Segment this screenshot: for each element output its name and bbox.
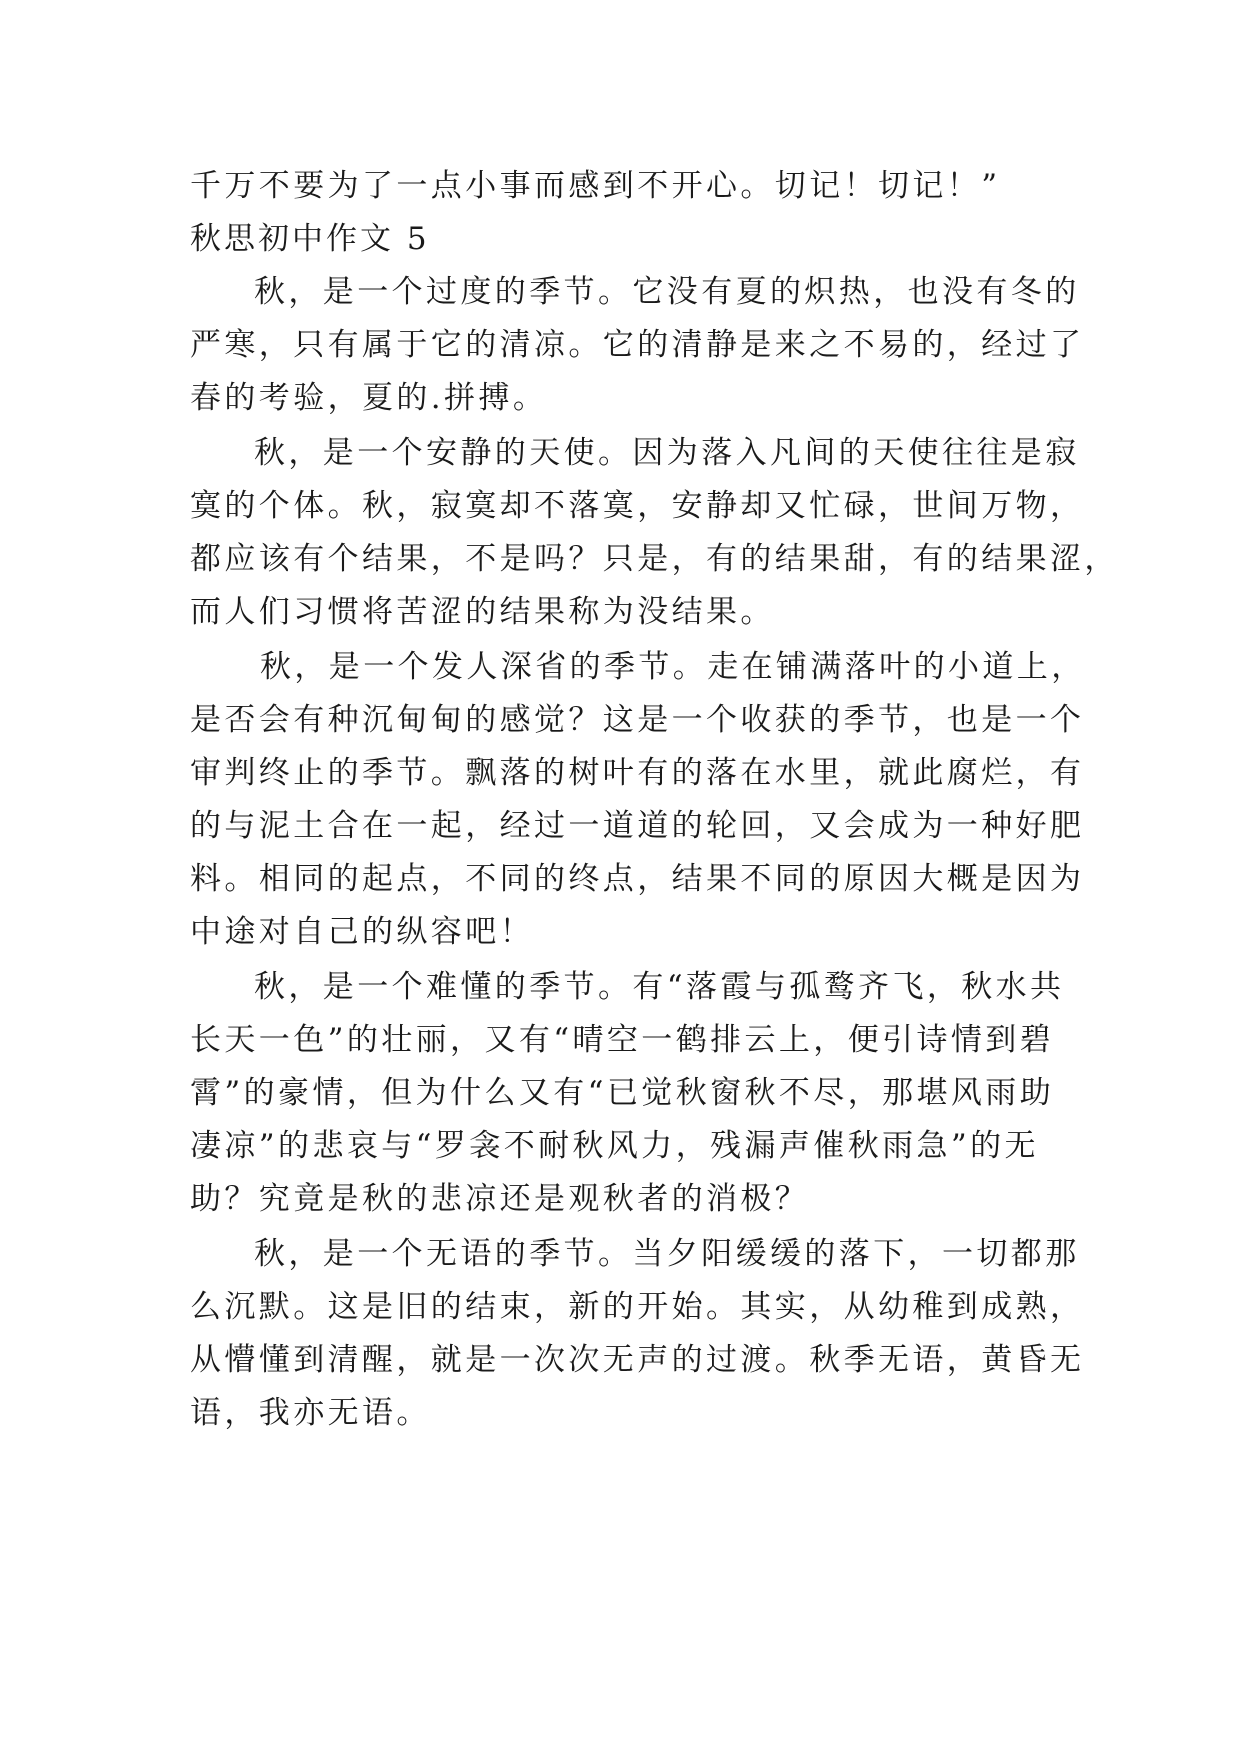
paragraph-3-line: 审判终止的季节。飘落的树叶有的落在水里，就此腐烂，有 [190, 755, 1085, 791]
paragraph-4-line: 霄”的豪情，但为什么又有“已觉秋窗秋不尽，那堪风雨助 [190, 1075, 1055, 1111]
text-line: 千万不要为了一点小事而感到不开心。切记！切记！” [190, 168, 1001, 204]
paragraph-1-line: 春的考验，夏的.拼搏。 [190, 380, 548, 416]
paragraph-4-line: 秋，是一个难懂的季节。有“落霞与孤鹜齐飞，秋水共 [254, 969, 1065, 1005]
paragraph-5-line: 么沉默。这是旧的结束，新的开始。其实，从幼稚到成熟， [190, 1289, 1085, 1325]
paragraph-2-line: 而人们习惯将苦涩的结果称为没结果。 [190, 594, 775, 630]
paragraph-2-line: 秋，是一个安静的天使。因为落入凡间的天使往往是寂 [254, 435, 1080, 471]
paragraph-5-line: 秋，是一个无语的季节。当夕阳缓缓的落下，一切都那 [254, 1236, 1080, 1272]
paragraph-4-line: 凄凉”的悲哀与“罗衾不耐秋风力，残漏声催秋雨急”的无 [190, 1128, 1039, 1164]
essay-title: 秋思初中作文 5 [190, 221, 430, 257]
paragraph-2-line: 寞的个体。秋，寂寞却不落寞，安静却又忙碌，世间万物， [190, 488, 1085, 524]
paragraph-1-line: 秋，是一个过度的季节。它没有夏的炽热，也没有冬的 [254, 274, 1080, 310]
paragraph-5-line: 语，我亦无语。 [190, 1395, 431, 1431]
paragraph-5-line: 从懵懂到清醒，就是一次次无声的过渡。秋季无语，黄昏无 [190, 1342, 1085, 1378]
paragraph-3-line: 中途对自己的纵容吧！ [190, 914, 534, 950]
paragraph-3-line: 的与泥土合在一起，经过一道道的轮回，又会成为一种好肥 [190, 808, 1085, 844]
paragraph-1-line: 严寒，只有属于它的清凉。它的清静是来之不易的，经过了 [190, 327, 1085, 363]
paragraph-3-line: 秋，是一个发人深省的季节。走在铺满落叶的小道上， [260, 649, 1086, 685]
paragraph-2-line: 都应该有个结果，不是吗？只是，有的结果甜，有的结果涩， [190, 541, 1119, 577]
paragraph-4-line: 长天一色”的壮丽，又有“晴空一鹤排云上，便引诗情到碧 [190, 1022, 1055, 1058]
paragraph-3-line: 料。相同的起点，不同的终点，结果不同的原因大概是因为 [190, 861, 1085, 897]
document-body [190, 160, 1119, 1440]
paragraph-3-line: 是否会有种沉甸甸的感觉？这是一个收获的季节，也是一个 [190, 702, 1085, 738]
paragraph-4-line: 助？究竟是秋的悲凉还是观秋者的消极？ [190, 1181, 810, 1217]
